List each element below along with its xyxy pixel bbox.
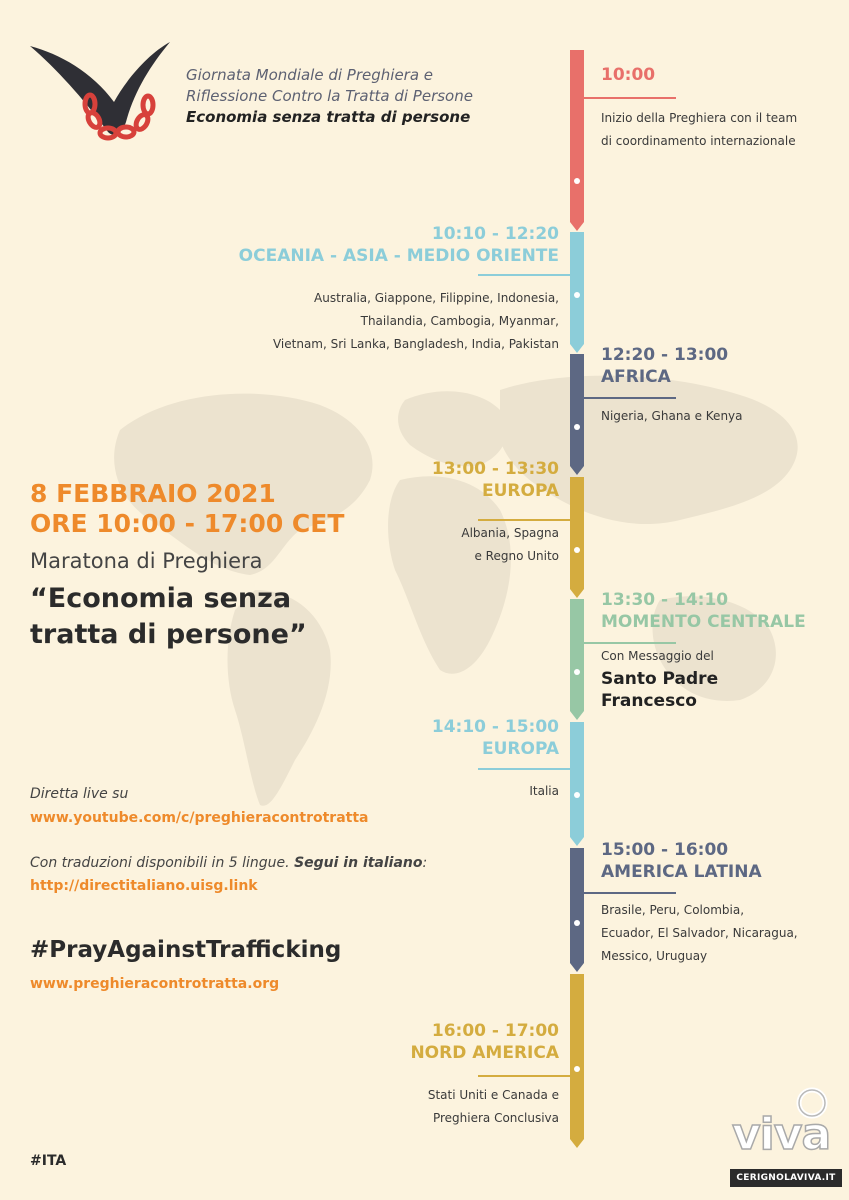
schedule-desc-line: Italia [529, 784, 559, 798]
schedule-region: AMERICA LATINA [601, 862, 762, 882]
schedule-desc-line: Inizio della Preghiera con il team [601, 111, 798, 125]
schedule-time: 13:00 - 13:30 [431, 459, 559, 479]
schedule-time: 10:10 - 12:20 [431, 224, 559, 244]
schedule-item-5 [601, 589, 806, 712]
schedule-desc-line: e Regno Unito [474, 549, 559, 563]
watermark-brand: viva [732, 1109, 831, 1160]
timeline-segment-8 [570, 974, 584, 1139]
watermark [730, 1085, 842, 1190]
schedule-region: EUROPA [481, 739, 559, 759]
schedule-item-4 [432, 458, 559, 568]
logo-icon [30, 40, 172, 152]
website-link[interactable]: www.preghieracontrotratta.org [30, 976, 280, 992]
timeline-segment-5 [570, 599, 584, 711]
schedule-region: EUROPA [481, 481, 559, 501]
schedule-item-8 [410, 1020, 559, 1130]
pope-name-line: Santo Padre [601, 669, 719, 689]
schedule-desc-line: Stati Uniti e Canada e [427, 1088, 559, 1102]
timeline-segment-4 [570, 477, 584, 589]
event-title-line-2: tratta di persone” [30, 619, 307, 650]
schedule-desc-line: Con Messaggio del [601, 649, 714, 663]
schedule-desc-line: Thailandia, Cambogia, Myanmar, [360, 314, 559, 328]
schedule-item-1 [601, 64, 797, 153]
schedule-time: 12:20 - 13:00 [601, 345, 729, 365]
header-line-1: Giornata Mondiale di Preghiera e [186, 66, 434, 84]
schedule-desc-line: Messico, Uruguay [601, 949, 708, 963]
schedule-time: 13:30 - 14:10 [601, 590, 729, 610]
timeline-segment-2 [570, 232, 584, 344]
schedule-time: 10:00 [601, 65, 656, 85]
schedule-desc-line: Nigeria, Ghana e Kenya [601, 409, 743, 423]
translations-info: Con traduzioni disponibili in 5 lingue. Segui in italiano: [30, 855, 428, 871]
schedule-desc-line: Preghiera Conclusiva [432, 1111, 559, 1125]
schedule-item-3 [601, 344, 743, 428]
youtube-link[interactable]: www.youtube.com/c/preghieracontrotratta [30, 810, 369, 826]
schedule-desc-line: Albania, Spagna [461, 526, 559, 540]
direct-italiano-link[interactable]: http://directitaliano.uisg.link [30, 878, 258, 894]
schedule-item-7 [601, 839, 798, 968]
header-title [186, 65, 473, 128]
watermark-site: CERIGNOLAVIVA.IT [730, 1169, 842, 1187]
hashtag: #PrayAgainstTrafficking [30, 937, 342, 963]
timeline-segment-6 [570, 722, 584, 837]
schedule-item-6 [432, 716, 559, 803]
live-label: Diretta live su [30, 786, 129, 802]
header-line-3: Economia senza tratta di persone [186, 108, 471, 126]
schedule-desc-line: Vietnam, Sri Lanka, Bangladesh, India, Pakistan [272, 337, 559, 351]
schedule-time: 15:00 - 16:00 [601, 840, 729, 860]
schedule-item-2 [239, 223, 559, 356]
schedule-region: NORD AMERICA [410, 1043, 559, 1063]
header-line-2: Riflessione Contro la Tratta di Persone [186, 87, 473, 105]
timeline-segment-3 [570, 354, 584, 466]
event-title-line-1: “Economia senza [30, 583, 292, 614]
schedule-desc-line: Australia, Giappone, Filippine, Indonesia, [314, 291, 559, 305]
schedule-desc-line: Ecuador, El Salvador, Nicaragua, [601, 926, 798, 940]
schedule-region: MOMENTO CENTRALE [601, 612, 806, 632]
language-tag: #ITA [30, 1153, 67, 1169]
event-date: 8 FEBBRAIO 2021 [30, 479, 276, 508]
timeline-segment-7 [570, 848, 584, 963]
schedule-time: 16:00 - 17:00 [431, 1021, 559, 1041]
schedule-region: OCEANIA - ASIA - MEDIO ORIENTE [238, 246, 559, 266]
schedule-desc-line: di coordinamento internazionale [601, 134, 796, 148]
pope-name-line: Francesco [601, 691, 697, 711]
timeline-segment-1 [570, 50, 584, 222]
event-time: ORE 10:00 - 17:00 CET [30, 509, 345, 538]
event-subtitle: Maratona di Preghiera [30, 549, 263, 573]
event-block [30, 479, 344, 653]
schedule-region: AFRICA [601, 367, 671, 387]
schedule-time: 14:10 - 15:00 [431, 717, 559, 737]
schedule-desc-line: Brasile, Peru, Colombia, [601, 903, 745, 917]
